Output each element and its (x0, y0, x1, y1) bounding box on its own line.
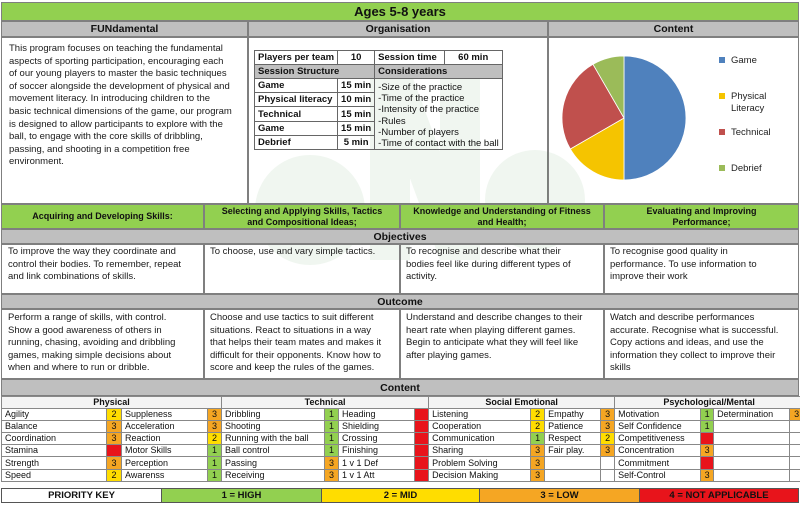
category-physical: Physical (2, 397, 222, 409)
outcome-text (610, 312, 778, 375)
considerations-list (375, 79, 503, 150)
objectives-line: activity. (406, 271, 437, 283)
skill-name (714, 421, 790, 433)
skill-priority: 2 (531, 421, 545, 433)
skill-name: Self-Control (615, 469, 701, 481)
table-row (2, 433, 800, 445)
skill-header-line: and Health; (477, 216, 527, 227)
players-per-team-label: Players per team (255, 51, 338, 65)
skill-priority: 4 (701, 433, 714, 445)
fundamental-heading: FUNdamental (1, 21, 248, 37)
outcome-line: when and where to run or dribble. (8, 362, 150, 374)
skill-priority: 1 (701, 409, 714, 421)
legend-label: Game (731, 55, 757, 66)
outcome-line: Copy actions and ideas, and use the (610, 337, 764, 349)
objectives-line: To choose, use and vary simple tactics. (210, 246, 376, 257)
legend-label: Literacy (731, 103, 765, 114)
legend-label: Debrief (731, 163, 762, 174)
structure-item-name: Game (255, 79, 338, 93)
consideration-item: -Size of the practice (378, 82, 463, 93)
content-panel (548, 37, 799, 204)
skill-header-line: Acquiring and Developing Skills: (32, 211, 173, 221)
fundamental-line: This program focuses on teaching the fundamental (9, 43, 223, 54)
fundamental-line: aspects of sporting participation, encouraging each (9, 55, 224, 67)
objectives-line: To recognise and describe what their (406, 246, 561, 257)
skill-name: Communication (429, 433, 531, 445)
objective-cell-3 (400, 244, 604, 294)
structure-item-name: Technical (255, 107, 338, 121)
skill-priority (790, 421, 800, 433)
skill-priority: 3 (107, 433, 122, 445)
outcome-line: that helps their team mates and makes it (210, 337, 382, 349)
skill-name: Reaction (122, 433, 208, 445)
skill-name: Strength (2, 457, 107, 469)
skill-priority: 2 (107, 469, 122, 481)
skill-priority: 1 (325, 409, 339, 421)
skill-name: Commitment (615, 457, 701, 469)
skill-name: Agility (2, 409, 107, 421)
table-row (2, 421, 800, 433)
objectives-line: bodies feel like during different types of (406, 258, 571, 270)
objectives-heading: Objectives (1, 229, 799, 244)
skill-priority: 2 (601, 433, 615, 445)
skill-name: Heading (339, 409, 415, 421)
legend-swatch (719, 129, 725, 135)
objective-cell-1 (1, 244, 204, 294)
outcome-line: score and keep the rules of the games. (210, 362, 375, 374)
skill-priority: 3 (107, 457, 122, 469)
skill-name: Awarenss (122, 469, 208, 481)
skill-name: Crossing (339, 433, 415, 445)
objectives-line: To recognise good quality in (610, 246, 728, 257)
skill-priority (601, 457, 615, 469)
skill-name: Fair play. (545, 445, 601, 457)
skill-priority: 4 (107, 445, 122, 457)
skill-priority: 3 (208, 409, 222, 421)
skill-name (714, 457, 790, 469)
structure-item-name: Debrief (255, 135, 338, 149)
priority-key (1, 488, 799, 503)
pie-slice-game (624, 56, 686, 180)
skill-priority: 4 (415, 409, 429, 421)
consideration-item: -Number of players (378, 126, 459, 138)
priority-key-item: 2 = MID (322, 489, 480, 502)
fundamental-line: of our young players to master the basic techniques (9, 68, 227, 80)
skill-priority: 4 (415, 433, 429, 445)
fundamental-line: basic technical dimensions of the game, our program (9, 105, 232, 117)
legend-swatch (719, 93, 725, 99)
skill-priority: 4 (415, 457, 429, 469)
objectives-line: improve their work (610, 271, 688, 283)
fundamental-line: environment. (9, 156, 64, 168)
skill-priority: 3 (601, 421, 615, 433)
table-row (2, 457, 800, 469)
skill-priority (790, 457, 800, 469)
skill-name: Perception (122, 457, 208, 469)
skill-header-line: Knowledge and Understanding of Fitness (413, 205, 591, 216)
outcome-text (8, 312, 175, 375)
skill-priority: 3 (208, 421, 222, 433)
skill-priority (790, 469, 800, 481)
skill-header-line: Performance; (672, 216, 731, 227)
skill-name: Motivation (615, 409, 701, 421)
legend-swatch (719, 57, 725, 63)
skill-priority: 1 (531, 433, 545, 445)
priority-key-item: 3 = LOW (480, 489, 640, 502)
outcome-line: running, chasing, avoiding and dribbling (8, 337, 176, 349)
outcome-cell-1 (1, 309, 204, 379)
skill-header-text (222, 206, 383, 228)
skill-name: Shooting (222, 421, 325, 433)
skill-header-acquiring (1, 204, 204, 229)
skill-priority: 4 (701, 457, 714, 469)
outcome-line: situations. React to situations in a way (210, 324, 372, 336)
skill-name: Concentration (615, 445, 701, 457)
outcome-line: skills (610, 362, 631, 374)
fundamental-panel (1, 37, 248, 204)
session-time-value: 60 min (444, 51, 502, 65)
table-row (2, 445, 800, 457)
skill-name: Acceleration (122, 421, 208, 433)
skill-priority: 3 (701, 469, 714, 481)
skill-name: Stamina (2, 445, 107, 457)
skill-name: Motor Skills (122, 445, 208, 457)
consideration-item: -Time of contact with the ball (378, 138, 499, 150)
skill-name: 1 v 1 Def (339, 457, 415, 469)
session-pie-chart (549, 38, 799, 204)
skill-name: Running with the ball (222, 433, 325, 445)
skill-priority: 1 (325, 421, 339, 433)
skill-priority: 2 (531, 409, 545, 421)
outcome-text (210, 312, 381, 375)
content-heading: Content (548, 21, 799, 37)
fundamental-description (9, 43, 245, 169)
skill-priority: 4 (415, 445, 429, 457)
skill-priority: 3 (325, 457, 339, 469)
skill-priority: 3 (790, 409, 800, 421)
consideration-item: -Time of the practice (378, 93, 465, 105)
skill-name: Problem Solving (429, 457, 531, 469)
skill-header-line: and Compositional Ideas; (247, 216, 357, 227)
content-skills-table (1, 396, 800, 482)
skill-priority: 3 (531, 469, 545, 481)
structure-item-duration: 15 min (338, 121, 375, 135)
skill-header-evaluating (604, 204, 799, 229)
legend-label: Physical (731, 91, 767, 102)
fundamental-line: passing, and shooting in a competition free (9, 143, 190, 155)
outcome-line: after playing games. (406, 349, 492, 361)
skill-header-selecting (204, 204, 400, 229)
page-title: Ages 5-8 years (1, 2, 799, 21)
category-technical: Technical (222, 397, 429, 409)
skill-priority: 1 (208, 469, 222, 481)
organisation-table (254, 50, 503, 150)
skill-priority: 3 (325, 469, 339, 481)
outcome-line: accurate. Recognise what is successful. (610, 324, 779, 336)
skill-priority: 2 (107, 409, 122, 421)
skill-priority: 4 (415, 469, 429, 481)
skill-header-line: Evaluating and Improving (646, 205, 757, 216)
skill-name: 1 v 1 Att (339, 469, 415, 481)
category-social-emotional: Social Emotional (429, 397, 615, 409)
skill-name (714, 433, 790, 445)
skill-name: Determination (714, 409, 790, 421)
skill-priority: 4 (415, 421, 429, 433)
skill-name: Balance (2, 421, 107, 433)
skill-priority: 1 (325, 445, 339, 457)
skill-name (714, 469, 790, 481)
skill-priority: 1 (208, 457, 222, 469)
skill-priority (790, 433, 800, 445)
outcome-cell-4 (604, 309, 799, 379)
skill-priority: 3 (601, 409, 615, 421)
skill-priority: 3 (531, 457, 545, 469)
fundamental-line: is designed to allow participants to explore with the (9, 118, 223, 130)
skill-header-line: Selecting and Applying Skills, Tactics (221, 205, 383, 216)
structure-item-duration: 5 min (338, 135, 375, 149)
skill-name: Competitiveness (615, 433, 701, 445)
structure-item-name: Game (255, 121, 338, 135)
objectives-line: To improve the way they coordinate and (8, 246, 176, 257)
fundamental-line: ball, to engage with the core skills of dribbling, (9, 131, 203, 143)
skill-name: Suppleness (122, 409, 208, 421)
skill-name: Decision Making (429, 469, 531, 481)
skill-name: Respect (545, 433, 601, 445)
considerations-label: Considerations (375, 65, 503, 79)
skill-name: Speed (2, 469, 107, 481)
skill-priority: 3 (701, 445, 714, 457)
category-psychological-mental: Psychological/Mental (615, 397, 800, 409)
structure-item-name: Physical literacy (255, 93, 338, 107)
skill-name: Patience (545, 421, 601, 433)
outcome-heading: Outcome (1, 294, 799, 309)
outcome-line: games, making simple decisions about (8, 349, 172, 361)
table-row (2, 409, 800, 421)
skill-priority: 1 (325, 433, 339, 445)
outcome-line: difficult for their opponents. Know how to (210, 349, 381, 361)
legend-swatch (719, 165, 725, 171)
skill-name: Sharing (429, 445, 531, 457)
consideration-item: -Intensity of the practice (378, 104, 480, 116)
outcome-line: Begin to anticipate what they will feel like (406, 337, 579, 349)
consideration-item: -Rules (378, 115, 406, 127)
fundamental-line: of soccer alongside the development of physical and (9, 80, 230, 92)
outcome-line: Perform a range of skills, with control. (8, 312, 167, 323)
priority-key-item: 4 = NOT APPLICABLE (640, 489, 798, 502)
skill-priority: 3 (107, 421, 122, 433)
priority-key-label: PRIORITY KEY (2, 489, 162, 502)
skill-priority: 3 (601, 445, 615, 457)
skill-name (545, 457, 601, 469)
skill-priority: 1 (701, 421, 714, 433)
skill-name (545, 469, 601, 481)
skill-priority (790, 445, 800, 457)
outcome-text (406, 312, 582, 362)
outcome-cell-3 (400, 309, 604, 379)
skill-priority: 1 (208, 445, 222, 457)
structure-item-duration: 15 min (338, 107, 375, 121)
outcome-line: Understand and describe changes to their (406, 312, 583, 323)
skill-name: Passing (222, 457, 325, 469)
objectives-text (210, 246, 375, 259)
skill-name (714, 445, 790, 457)
session-structure-label: Session Structure (255, 65, 375, 79)
skill-priority: 3 (531, 445, 545, 457)
skill-header-text (413, 206, 591, 228)
structure-item-duration: 10 min (338, 93, 375, 107)
outcome-line: Choose and use tactics to suit different (210, 312, 374, 323)
table-row (2, 469, 800, 481)
objectives-text (406, 246, 571, 284)
objective-cell-4 (604, 244, 799, 294)
fundamental-line: movement literacy. In introducing children to the (9, 93, 211, 105)
objectives-line: control their bodies. To remember, repeat (8, 258, 182, 270)
skill-priority (601, 469, 615, 481)
skill-name: Coordination (2, 433, 107, 445)
skill-name: Empathy (545, 409, 601, 421)
objectives-text (8, 246, 181, 284)
objectives-line: performance. To use information to (610, 258, 757, 270)
skill-header-text (646, 206, 756, 228)
skill-name: Listening (429, 409, 531, 421)
outcome-line: Watch and describe performances (610, 312, 755, 323)
objectives-line: and link combinations of skills. (8, 271, 136, 283)
players-per-team-value: 10 (338, 51, 375, 65)
skill-name: Self Confidence (615, 421, 701, 433)
outcome-line: Show a good awareness of others in (8, 324, 162, 336)
outcome-line: heart rate when playing different games. (406, 324, 576, 336)
content-grid-heading: Content (1, 379, 799, 396)
organisation-heading: Organisation (248, 21, 548, 37)
skill-name: Finishing (339, 445, 415, 457)
skill-priority: 2 (208, 433, 222, 445)
skill-name: Cooperation (429, 421, 531, 433)
outcome-cell-2 (204, 309, 400, 379)
objective-cell-2 (204, 244, 400, 294)
structure-item-duration: 15 min (338, 79, 375, 93)
session-time-label: Session time (375, 51, 445, 65)
skill-name: Shielding (339, 421, 415, 433)
skill-name: Dribbling (222, 409, 325, 421)
priority-key-item: 1 = HIGH (162, 489, 322, 502)
skill-header-knowledge (400, 204, 604, 229)
skill-name: Ball control (222, 445, 325, 457)
objectives-text (610, 246, 757, 284)
legend-label: Technical (731, 127, 771, 138)
skill-header-text (32, 211, 173, 222)
skill-name: Receiving (222, 469, 325, 481)
outcome-line: information they collect to improve their (610, 349, 776, 361)
